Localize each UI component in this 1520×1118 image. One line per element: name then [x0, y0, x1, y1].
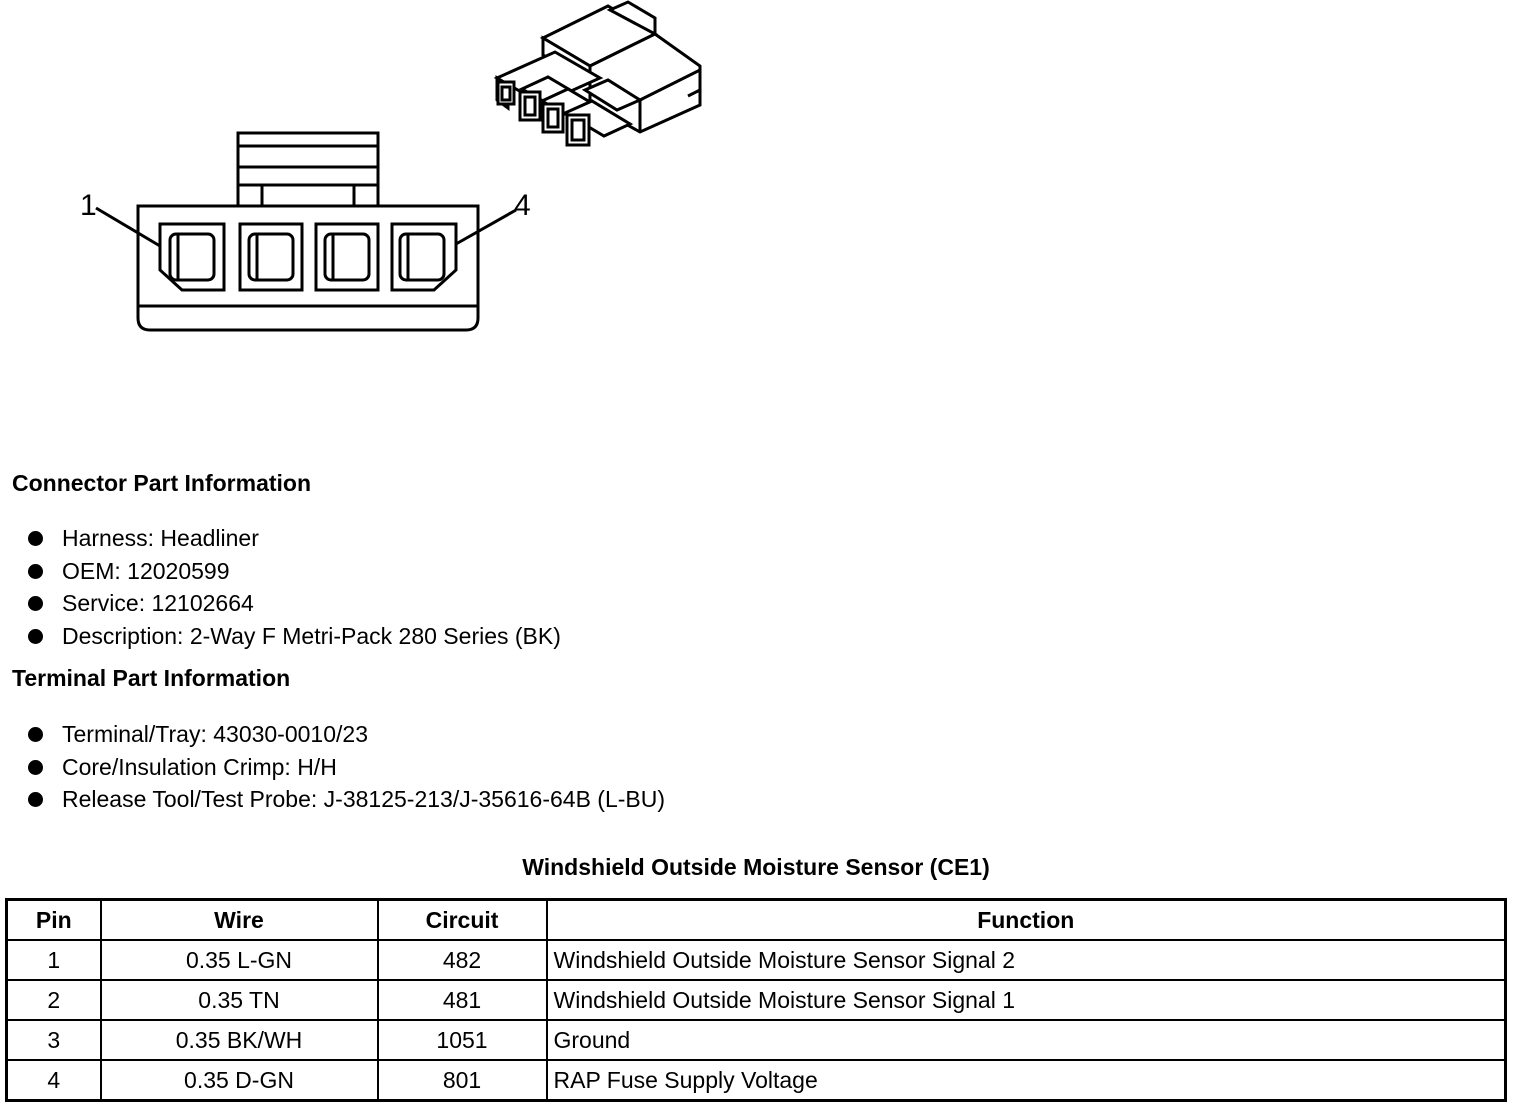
list-item — [28, 718, 665, 751]
pin-label-4: 4 — [514, 189, 531, 222]
bullet-icon — [28, 596, 43, 611]
wire-cell: 0.35 TN — [101, 980, 378, 1020]
wire-cell: 0.35 BK/WH — [101, 1020, 378, 1060]
circuit-cell: 801 — [378, 1060, 547, 1101]
table-row — [7, 940, 1506, 980]
list-item-text: OEM: 12020599 — [62, 557, 230, 584]
function-cell: Windshield Outside Moisture Sensor Signal 1 — [547, 980, 1506, 1020]
bullet-icon — [28, 792, 43, 807]
list-item — [28, 555, 561, 588]
table-row — [7, 1020, 1506, 1060]
wire-cell: 0.35 L-GN — [101, 940, 378, 980]
circuit-cell: 482 — [378, 940, 547, 980]
list-item — [28, 587, 561, 620]
list-item — [28, 783, 665, 816]
bullet-icon — [28, 564, 43, 579]
list-item-text: Terminal/Tray: 43030-0010/23 — [62, 720, 368, 747]
connector-isometric-view — [497, 2, 700, 145]
list-item — [28, 751, 665, 784]
list-item-text: Description: 2-Way F Metri-Pack 280 Series (BK) — [62, 622, 561, 649]
table-title: Windshield Outside Moisture Sensor (CE1) — [522, 854, 990, 880]
table-row — [7, 980, 1506, 1020]
function-cell: Ground — [547, 1020, 1506, 1060]
terminal-part-info-list — [28, 718, 665, 816]
pin-cell: 3 — [7, 1020, 101, 1060]
connector-part-info-list — [28, 522, 561, 653]
bullet-icon — [28, 727, 43, 742]
function-cell: Windshield Outside Moisture Sensor Signal 2 — [547, 940, 1506, 980]
column-header-pin: Pin — [7, 900, 101, 941]
pin-cell: 1 — [7, 940, 101, 980]
list-item-text: Core/Insulation Crimp: H/H — [62, 753, 337, 780]
table-header-row — [7, 900, 1506, 941]
bullet-icon — [28, 531, 43, 546]
circuit-cell: 1051 — [378, 1020, 547, 1060]
pin-cell: 2 — [7, 980, 101, 1020]
column-header-function: Function — [547, 900, 1506, 941]
connector-face-view — [96, 133, 516, 330]
wire-cell: 0.35 D-GN — [101, 1060, 378, 1101]
column-header-circuit: Circuit — [378, 900, 547, 941]
pin-label-1: 1 — [80, 189, 97, 222]
list-item-text: Service: 12102664 — [62, 590, 254, 617]
function-cell: RAP Fuse Supply Voltage — [547, 1060, 1506, 1101]
table-row — [7, 1060, 1506, 1101]
list-item-text: Harness: Headliner — [62, 524, 259, 551]
list-item — [28, 522, 561, 555]
circuit-cell: 481 — [378, 980, 547, 1020]
pin-cell: 4 — [7, 1060, 101, 1101]
list-item-text: Release Tool/Test Probe: J-38125-213/J-35616-64B (L-BU) — [62, 786, 666, 813]
terminal-part-info-heading: Terminal Part Information — [12, 665, 291, 691]
connector-drawing — [0, 0, 1520, 440]
connector-part-info-heading: Connector Part Information — [12, 470, 312, 496]
column-header-wire: Wire — [101, 900, 378, 941]
bullet-icon — [28, 760, 43, 775]
bullet-icon — [28, 629, 43, 644]
list-item — [28, 620, 561, 653]
pin-table — [5, 898, 1507, 1102]
